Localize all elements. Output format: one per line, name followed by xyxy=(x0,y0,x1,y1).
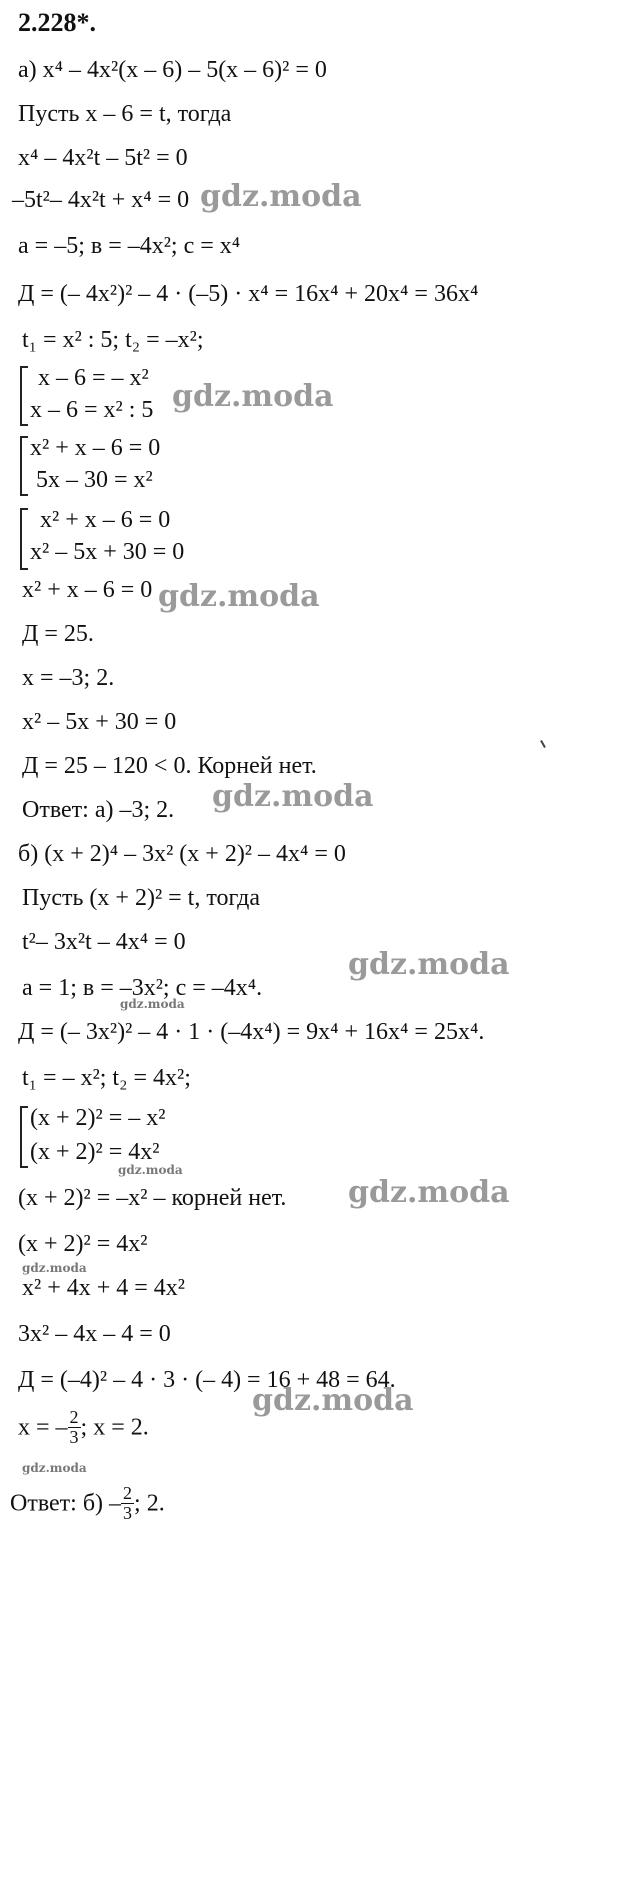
discriminant-b2: Д = (–4)² – 4 · 3 · (– 4) = 16 + 48 = 64. xyxy=(18,1367,396,1393)
equation-b: б) (x + 2)⁴ – 3x² (x + 2)² – 4x⁴ = 0 xyxy=(18,841,346,867)
fraction-numerator: 2 xyxy=(123,1483,133,1503)
fraction-denominator: 3 xyxy=(69,1426,79,1447)
system-line: 5x – 30 = x² xyxy=(36,467,153,493)
discriminant-b: Д = (– 3x²)² – 4 · 1 · (–4x⁴) = 9x⁴ + 16x⁴ = 25x⁴. xyxy=(18,1019,485,1045)
watermark: gdz.moda xyxy=(348,1175,510,1210)
fraction-numerator: 2 xyxy=(69,1407,79,1427)
step-line: t²– 3x²t – 4x⁴ = 0 xyxy=(22,929,186,955)
roots-t-a: t₁ = x² : 5; t₂ = –x²; xyxy=(22,327,204,353)
step-line: x² + x – 6 = 0 xyxy=(22,577,153,603)
roots-prefix: x = – xyxy=(18,1414,68,1441)
watermark: gdz.moda xyxy=(200,179,362,214)
answer-b xyxy=(10,1484,165,1523)
system-line: x – 6 = – x² xyxy=(38,365,149,391)
substitution-b: Пусть (x + 2)² = t, тогда xyxy=(22,885,261,911)
system-line: x² – 5x + 30 = 0 xyxy=(30,539,185,565)
substitution-a: Пусть x – 6 = t, тогда xyxy=(18,101,232,127)
roots-suffix: ; x = 2. xyxy=(80,1414,149,1441)
watermark: gdz.moda xyxy=(172,379,334,414)
system-bracket xyxy=(20,508,28,570)
watermark: gdz.moda xyxy=(212,779,374,814)
system-line: (x + 2)² = – x² xyxy=(30,1105,166,1131)
answer-suffix: ; 2. xyxy=(134,1490,165,1517)
step-line: –5t²– 4x²t + x⁴ = 0 xyxy=(12,187,190,213)
problem-number: 2.228*. xyxy=(18,8,96,37)
step-line: x⁴ – 4x²t – 5t² = 0 xyxy=(18,145,188,171)
fraction xyxy=(68,1408,81,1447)
answer-prefix: Ответ: б) – xyxy=(10,1490,122,1517)
system-line: x – 6 = x² : 5 xyxy=(30,397,154,423)
fraction xyxy=(121,1484,134,1523)
system-bracket xyxy=(20,366,28,426)
step-line: x² + 4x + 4 = 4x² xyxy=(22,1275,185,1301)
system-line: x² + x – 6 = 0 xyxy=(40,507,171,533)
discriminant-a: Д = (– 4x²)² – 4 · (–5) · x⁴ = 16x⁴ + 20x⁴ = 36x⁴ xyxy=(18,281,479,307)
step-line: Д = 25. xyxy=(22,621,94,647)
system-line: x² + x – 6 = 0 xyxy=(30,435,161,461)
system-bracket xyxy=(20,1106,28,1168)
system-line: (x + 2)² = 4x² xyxy=(30,1139,160,1165)
system-bracket xyxy=(20,436,28,496)
step-line: (x + 2)² = 4x² xyxy=(18,1231,148,1257)
step-line: 3x² – 4x – 4 = 0 xyxy=(18,1321,171,1347)
watermark: gdz.moda xyxy=(348,947,510,982)
watermark: gdz.moda xyxy=(118,1163,183,1177)
fraction-denominator: 3 xyxy=(123,1502,133,1523)
roots-t-b: t₁ = – x²; t₂ = 4x²; xyxy=(22,1065,191,1091)
step-line: x = –3; 2. xyxy=(22,665,115,691)
watermark: gdz.moda xyxy=(22,1461,87,1475)
step-line: (x + 2)² = –x² – корней нет. xyxy=(18,1185,287,1211)
watermark: gdz.moda xyxy=(252,1383,414,1418)
coefficients-b: a = 1; в = –3x²; c = –4x⁴. xyxy=(22,975,263,1001)
step-line: Д = 25 – 120 < 0. Корней нет. xyxy=(22,753,317,779)
step-line: x² – 5x + 30 = 0 xyxy=(22,709,177,735)
answer-a: Ответ: а) –3; 2. xyxy=(22,797,175,823)
watermark: gdz.moda xyxy=(158,579,320,614)
equation-a: а) x⁴ – 4x²(x – 6) – 5(x – 6)² = 0 xyxy=(18,57,327,83)
watermark: gdz.moda xyxy=(22,1261,87,1275)
coefficients-a: a = –5; в = –4x²; c = x⁴ xyxy=(18,233,241,259)
stray-mark xyxy=(540,740,546,748)
roots-x-b xyxy=(18,1408,149,1447)
watermark: gdz.moda xyxy=(120,997,185,1011)
